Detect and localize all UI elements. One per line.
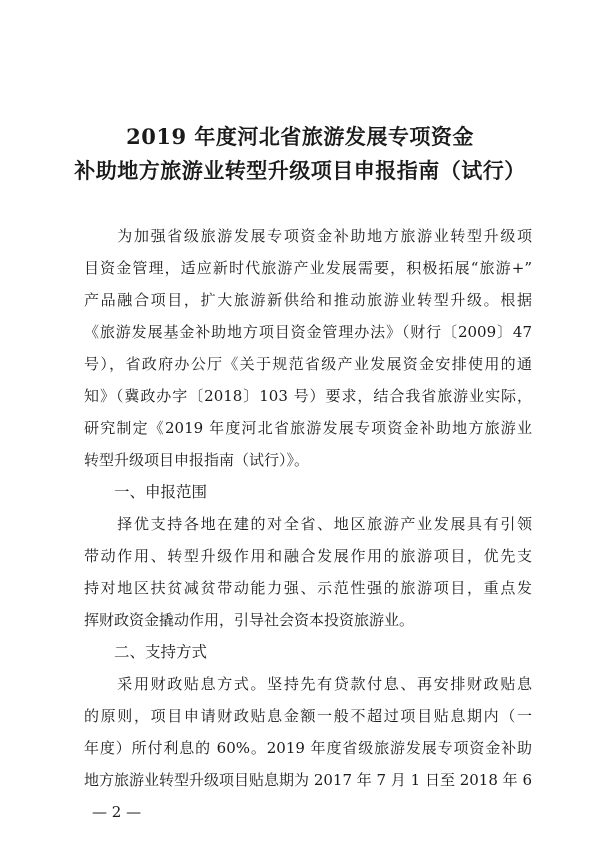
intro-line: 为加强省级旅游发展专项资金补助地方旅游业转型升级项 <box>84 227 532 245</box>
document-title-line-1: 2019 年度河北省旅游发展专项资金 <box>126 124 474 149</box>
intro-line: 目资金管理，适应新时代旅游产业发展需要，积极拓展“旅游+” <box>84 259 532 277</box>
section1-line: 持对地区扶贫减贫带动能力强、示范性强的旅游项目，重点发 <box>84 579 532 597</box>
page-number: — 2 — <box>92 803 142 821</box>
section-heading-support-method: 二、支持方式 <box>114 643 208 661</box>
section2-line: 的原则，项目申请财政贴息金额一般不超过项目贴息期内（一 <box>84 707 532 725</box>
intro-line: 研究制定《2019 年度河北省旅游发展专项资金补助地方旅游业 <box>84 419 532 437</box>
section1-line: 择优支持各地在建的对全省、地区旅游产业发展具有引领 <box>84 515 532 533</box>
intro-line: 转型升级项目申报指南（试行）》。 <box>84 451 310 469</box>
section2-line: 年度）所付利息的 60%。2019 年度省级旅游发展专项资金补助 <box>84 739 532 757</box>
section2-line: 采用财政贴息方式。坚持先有贷款付息、再安排财政贴息 <box>84 675 532 693</box>
section1-line: 挥财政资金撬动作用，引导社会资本投资旅游业。 <box>84 611 415 629</box>
intro-line: 知》（冀政办字〔2018〕103 号）要求，结合我省旅游业实际， <box>84 387 532 405</box>
section-heading-scope: 一、申报范围 <box>114 483 208 501</box>
document-title-line-2: 补助地方旅游业转型升级项目申报指南（试行） <box>74 158 526 183</box>
intro-line: 号），省政府办公厅《关于规范省级产业发展资金安排使用的通 <box>84 355 532 373</box>
section2-line: 地方旅游业转型升级项目贴息期为 2017 年 7 月 1 日至 2018 年 6 <box>84 771 532 789</box>
intro-line: 产品融合项目，扩大旅游新供给和推动旅游业转型升级。根据 <box>84 291 532 309</box>
section1-line: 带动作用、转型升级作用和融合发展作用的旅游项目，优先支 <box>84 547 532 565</box>
intro-line: 《旅游发展基金补助地方项目资金管理办法》（财行〔2009〕47 <box>84 323 532 341</box>
